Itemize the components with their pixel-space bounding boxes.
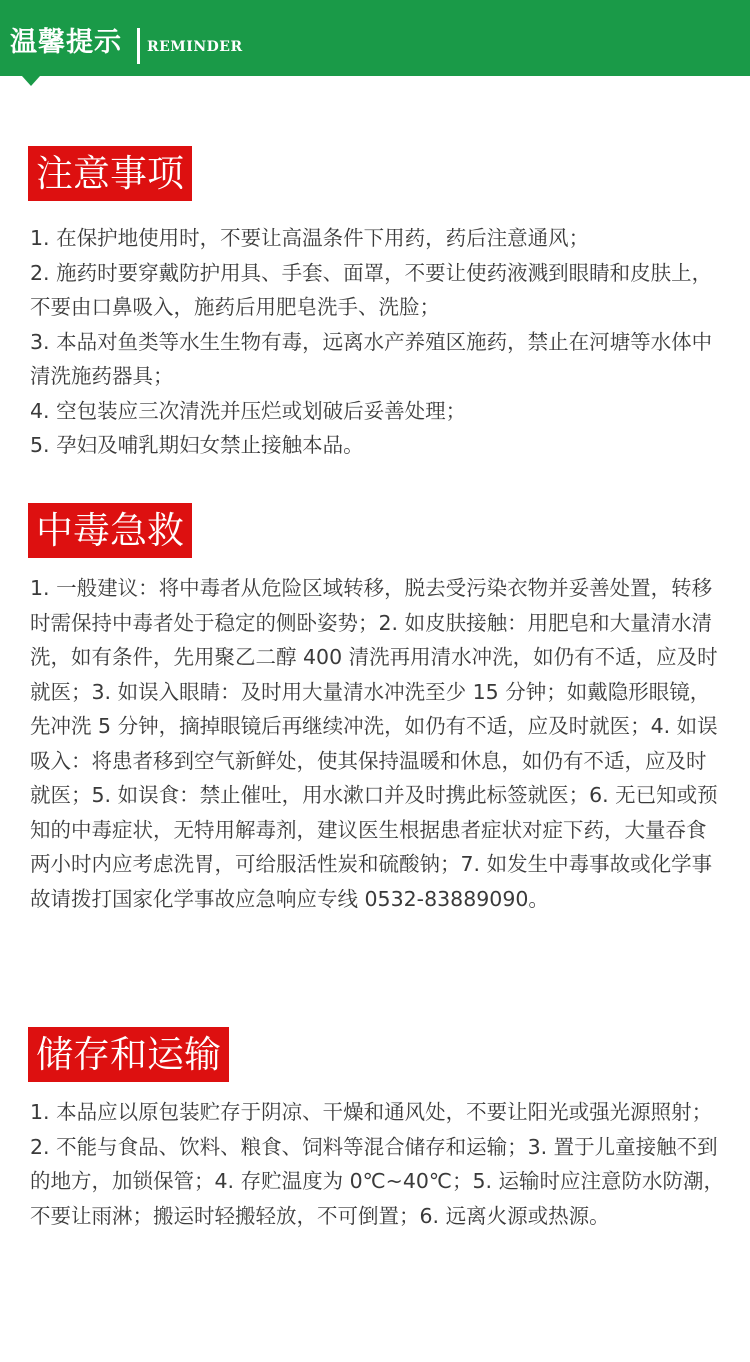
section-heading-first-aid: 中毒急救 [28, 503, 192, 558]
section-body-precautions [30, 221, 726, 463]
precaution-item: 5. 孕妇及哺乳期妇女禁止接触本品。 [30, 433, 364, 457]
first-aid-text: 1. 一般建议：将中毒者从危险区域转移，脱去受污染衣物并妥善处置，转移时需保持中毒者处于稳定的侧卧姿势；2. 如皮肤接触：用肥皂和大量清水清洗，如有条件，先用聚乙二醇 400 清洗再用清水冲洗，如仍有不适，应及时就医；3. 如误入眼睛：及时用大量清水冲洗至少 15 分钟；如戴隐形眼镜，先冲洗 5 分钟，摘掉眼镜后再继续冲洗，如仍有不适，应及时就医；4. 如误吸入：将患者移到空气新鲜处，使其保持温暖和休息，如仍有不适，应及时就医；5. 如误食：禁止催吐，用水漱口并及时携此标签就医；6. 无已知或预知的中毒症状，无特用解毒剂，建议医生根据患者症状对症下药，大量吞食两小时内应考虑洗胃，可给服活性炭和硫酸钠；7. 如发生中毒事故或化学事故请拨打国家化学事故应急响应专线 0532-83889090。 [30, 576, 718, 911]
section-heading-storage: 储存和运输 [28, 1027, 229, 1082]
precaution-item: 2. 施药时要穿戴防护用具、手套、面罩，不要让使药液溅到眼睛和皮肤上，不要由口鼻吸入，施药后用肥皂洗手、洗脸； [30, 260, 713, 319]
banner-pointer-icon [22, 76, 40, 86]
section-heading-precautions: 注意事项 [28, 146, 192, 201]
banner-divider [137, 28, 140, 64]
precaution-item: 4. 空包装应三次清洗并压烂或划破后妥善处理； [30, 398, 467, 423]
section-body-first-aid [30, 571, 726, 916]
reminder-banner [0, 0, 750, 76]
precaution-item: 1. 在保护地使用时，不要让高温条件下用药，药后注意通风； [30, 226, 590, 250]
banner-subtitle: REMINDER [147, 39, 243, 55]
section-body-storage [30, 1095, 726, 1233]
banner-title: 温馨提示 [10, 27, 122, 58]
precaution-item: 3. 本品对鱼类等水生生物有毒，远离水产养殖区施药，禁止在河塘等水体中清洗施药器具； [30, 329, 713, 388]
storage-text: 1. 本品应以原包装贮存于阴凉、干燥和通风处，不要让阳光或强光源照射；2. 不能与食品、饮料、粮食、饲料等混合储存和运输；3. 置于儿童接触不到的地方，加锁保管；4. 存贮温度为 0℃~40℃；5. 运输时应注意防水防潮，不要让雨淋；搬运时轻搬轻放，不可倒置；6. 远离火源或热源。 [30, 1100, 725, 1228]
